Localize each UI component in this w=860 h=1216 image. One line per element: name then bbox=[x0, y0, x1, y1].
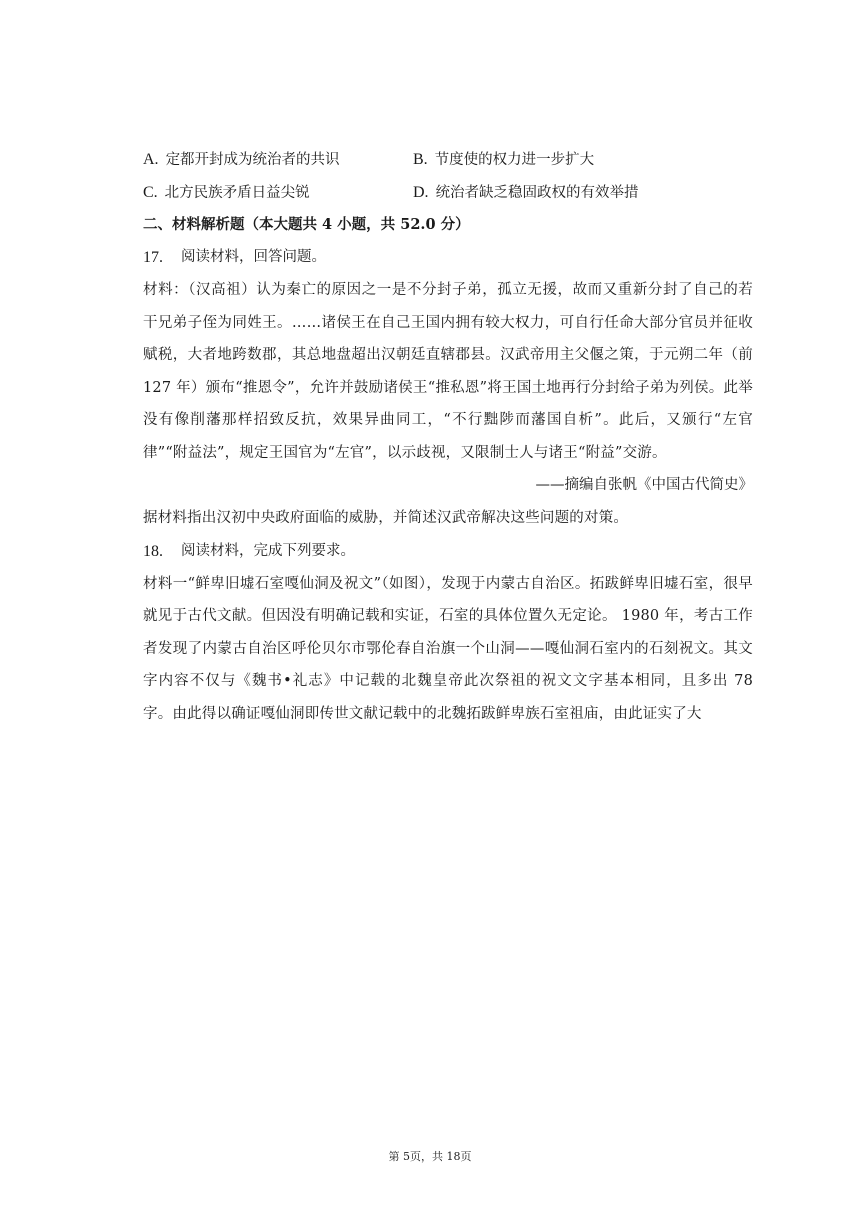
question-17-material: 材料：（汉高祖）认为秦亡的原因之一是不分封子弟，孤立无援，故而又重新分封了自己的若干兄弟子侄为同姓王。……诸侯王在自己王国内拥有较大权力，可自行任命大部分官员并征收赋税，大者地跨数郡，其总地盘超出汉朝廷直辖郡县。汉武帝用主父偃之策，于元朔二年（前 127 年）颁布“推恩令”，允许并鼓励诸侯王“推私恩”将王国土地再行分封给子弟为列侯。此举没有像削藩那样招致反抗，效果异曲同工，“不行黜陟而藩国自析”。此后，又颁行“左官律”“附益法”，规定王国官为“左官”，以示歧视，又限制士人与诸王“附益”交游。 bbox=[143, 282, 753, 461]
question-18-prompt: 阅读材料，完成下列要求。 bbox=[181, 542, 355, 559]
options-row-ab bbox=[143, 142, 753, 175]
question-17-header bbox=[143, 241, 753, 274]
options-row-cd bbox=[143, 175, 753, 208]
section-title: 二、材料解析题（本大题共 4 小题，共 52.0 分） bbox=[143, 216, 470, 233]
option-a bbox=[143, 148, 413, 169]
question-18-header bbox=[143, 535, 753, 568]
question-17-number: 17. bbox=[143, 249, 163, 266]
option-a-letter: A. bbox=[143, 151, 159, 168]
page-content bbox=[143, 142, 753, 730]
question-17-question: 据材料指出汉初中央政府面临的威胁，并简述汉武帝解决这些问题的对策。 bbox=[143, 510, 629, 526]
option-b-letter: B. bbox=[413, 151, 428, 168]
option-d-text: 统治者缺乏稳固政权的有效举措 bbox=[435, 185, 639, 201]
option-d-letter: D. bbox=[413, 184, 429, 201]
option-c bbox=[143, 181, 413, 202]
option-c-text: 北方民族矛盾日益尖锐 bbox=[164, 185, 310, 201]
option-c-letter: C. bbox=[143, 184, 158, 201]
option-d bbox=[413, 181, 639, 202]
question-17-source: ——摘编自张帆《中国古代简史》 bbox=[535, 477, 753, 493]
option-a-text: 定都开封成为统治者的共识 bbox=[165, 152, 340, 168]
question-18-number: 18. bbox=[143, 542, 163, 560]
option-b bbox=[413, 148, 594, 169]
option-b-text: 节度使的权力进一步扩大 bbox=[434, 152, 595, 168]
question-17-prompt: 阅读材料，回答问题。 bbox=[181, 249, 326, 265]
question-18-material: 材料一“鲜卑旧墟石室嘎仙洞及祝文”（如图），发现于内蒙古自治区。拓跋鲜卑旧墟石室，很早就见于古代文献。但因没有明确记载和实证，石室的具体位置久无定论。 1980 年，考古工作者发现了内蒙古自治区呼伦贝尔市鄂伦春自治旗一个山洞——嘎仙洞石室内的石刻祝文。其文字内容不仅与《魏书•礼志》中记载的北魏皇帝此次祭祖的祝文文字基本相同，且多出 78 字。由此得以确证嘎仙洞即传世文献记载中的北魏拓跋鲜卑族石室祖庙，由此证实了大 bbox=[143, 575, 753, 722]
page-footer: 第 5页，共 18页 bbox=[388, 1150, 472, 1163]
